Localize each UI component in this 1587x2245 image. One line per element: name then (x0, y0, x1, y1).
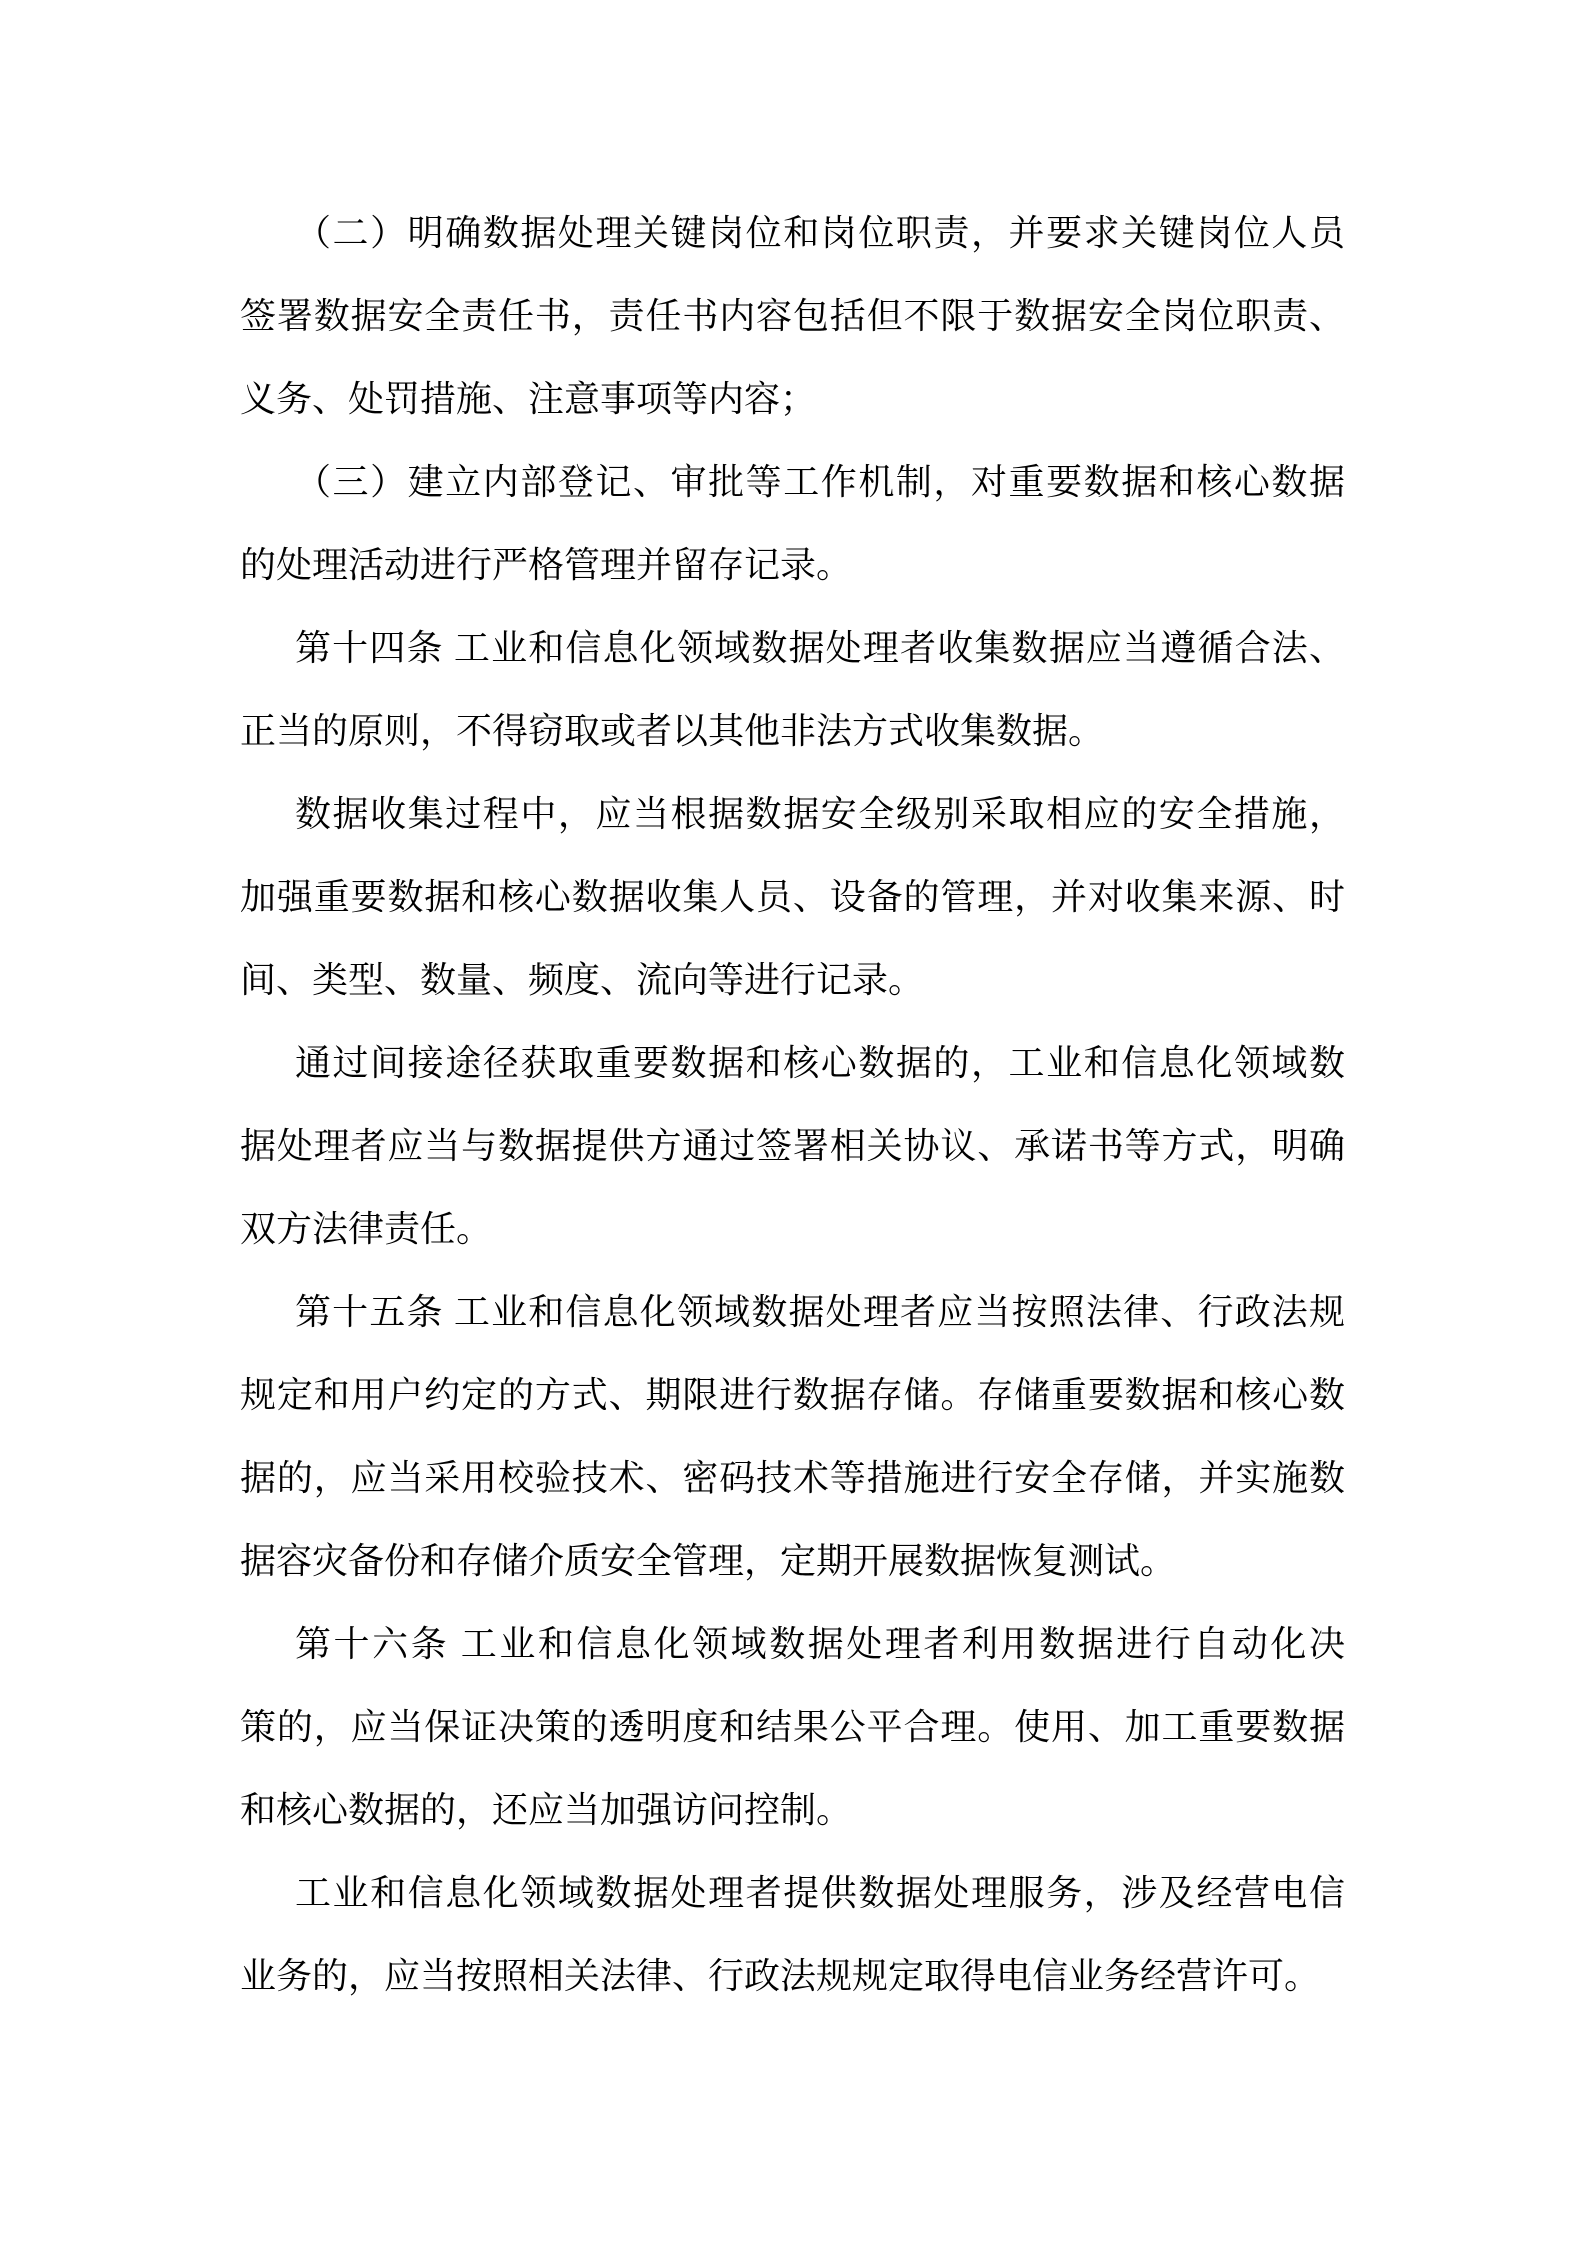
text-line: （三）建立内部登记、审批等工作机制，对重要数据和核心数据 (295, 462, 1345, 502)
text-line: 工业和信息化领域数据处理者提供数据处理服务，涉及经营电信 (295, 1873, 1345, 1913)
text-line: 第十六条 工业和信息化领域数据处理者利用数据进行自动化决 (295, 1624, 1345, 1664)
text-line: 正当的原则，不得窃取或者以其他非法方式收集数据。 (240, 711, 1105, 751)
text-line: 签署数据安全责任书，责任书内容包括但不限于数据安全岗位职责、 (240, 296, 1345, 336)
text-line: （二）明确数据处理关键岗位和岗位职责，并要求关键岗位人员 (295, 213, 1345, 253)
text-line: 据处理者应当与数据提供方通过签署相关协议、承诺书等方式，明确 (240, 1126, 1345, 1166)
text-line: 加强重要数据和核心数据收集人员、设备的管理，并对收集来源、时 (240, 877, 1345, 917)
text-line: 数据收集过程中，应当根据数据安全级别采取相应的安全措施， (295, 794, 1345, 834)
text-line: 义务、处罚措施、注意事项等内容； (240, 379, 817, 419)
text-line: 间、类型、数量、频度、流向等进行记录。 (240, 960, 925, 1000)
text-line: 规定和用户约定的方式、期限进行数据存储。存储重要数据和核心数 (240, 1375, 1345, 1415)
text-line: 的处理活动进行严格管理并留存记录。 (240, 545, 853, 585)
text-line: 和核心数据的，还应当加强访问控制。 (240, 1790, 853, 1830)
text-line: 第十五条 工业和信息化领域数据处理者应当按照法律、行政法规 (295, 1292, 1345, 1332)
text-line: 双方法律责任。 (240, 1209, 493, 1249)
text-line: 业务的，应当按照相关法律、行政法规规定取得电信业务经营许可。 (240, 1956, 1321, 1996)
text-line: 据的，应当采用校验技术、密码技术等措施进行安全存储，并实施数 (240, 1458, 1345, 1498)
text-line: 第十四条 工业和信息化领域数据处理者收集数据应当遵循合法、 (295, 628, 1345, 668)
text-line: 策的，应当保证决策的透明度和结果公平合理。使用、加工重要数据 (240, 1707, 1345, 1747)
text-line: 通过间接途径获取重要数据和核心数据的，工业和信息化领域数 (295, 1043, 1345, 1083)
document-page (240, 192, 1345, 2018)
text-line: 据容灾备份和存储介质安全管理，定期开展数据恢复测试。 (240, 1541, 1177, 1581)
